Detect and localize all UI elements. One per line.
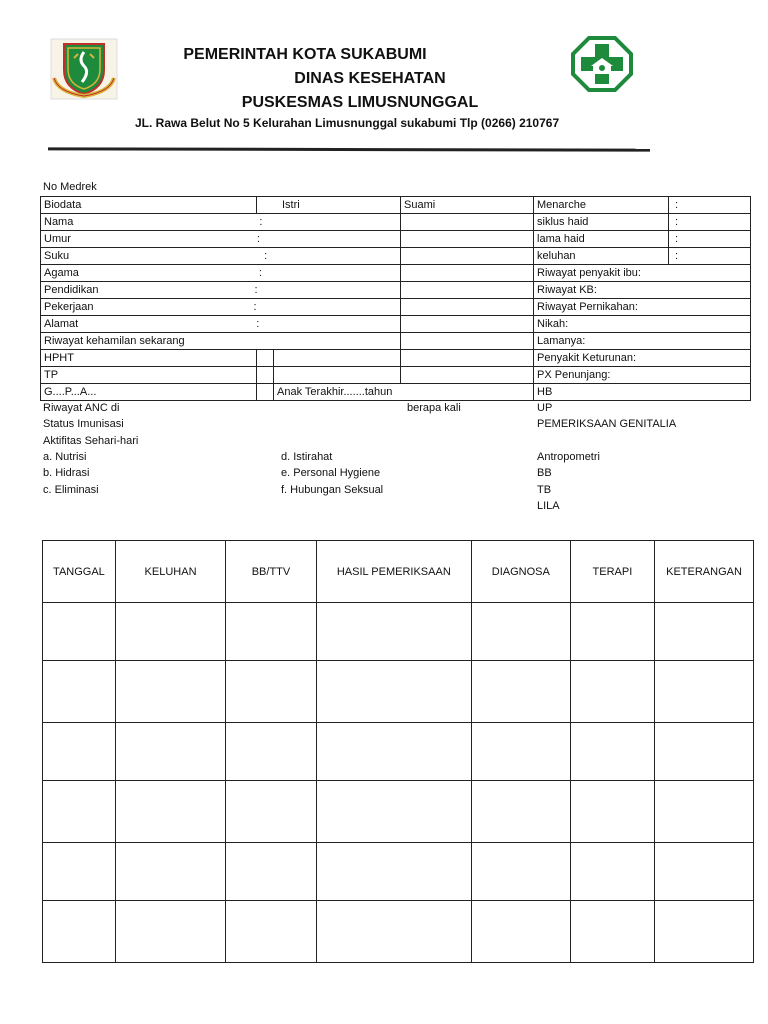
table-cell[interactable] (570, 901, 654, 963)
column-header-tanggal: TANGGAL (43, 541, 116, 603)
column-header-keterangan: KETERANGAN (655, 541, 754, 603)
table-cell[interactable] (43, 901, 116, 963)
table-cell[interactable] (316, 723, 471, 781)
table-cell[interactable] (471, 901, 570, 963)
anak-terakhir-field[interactable]: Anak Terakhir.......tahun (274, 384, 534, 401)
hpht-check[interactable] (257, 350, 274, 367)
siklus-haid-field[interactable]: : (669, 214, 751, 231)
px-penunjang-field[interactable]: PX Penunjang: (534, 367, 751, 384)
tp-label: TP (41, 367, 257, 384)
hubungan-seksual-label: f. Hubungan Seksual (281, 484, 384, 496)
table-row (43, 901, 754, 963)
table-cell[interactable] (43, 843, 116, 901)
hpht-label: HPHT (41, 350, 257, 367)
table-cell[interactable] (226, 781, 317, 843)
nikah-field[interactable]: Nikah: (534, 316, 751, 333)
suami-hpht-field[interactable] (401, 350, 534, 367)
suami-nama-field[interactable] (401, 214, 534, 231)
aktifitas-label: Aktifitas Sehari-hari (43, 435, 139, 447)
pekerjaan-field[interactable]: Pekerjaan : (41, 299, 401, 316)
table-cell[interactable] (655, 661, 754, 723)
table-cell[interactable] (316, 661, 471, 723)
table-row (41, 282, 751, 299)
table-cell[interactable] (43, 723, 116, 781)
riwayat-kb-field[interactable]: Riwayat KB: (534, 282, 751, 299)
column-header-keluhan: KELUHAN (115, 541, 225, 603)
umur-field[interactable]: Umur : (41, 231, 401, 248)
istirahat-label: d. Istirahat (281, 451, 333, 463)
suami-header: Suami (401, 197, 534, 214)
lama-haid-field[interactable]: : (669, 231, 751, 248)
table-row (41, 197, 751, 214)
riwayat-anc-label: Riwayat ANC di (43, 402, 120, 414)
health-cross-logo (571, 36, 633, 92)
table-row (41, 265, 751, 282)
table-row (43, 661, 754, 723)
table-cell[interactable] (471, 723, 570, 781)
keluhan-label: keluhan (534, 248, 669, 265)
medrek-label: No Medrek (43, 181, 97, 193)
keluhan-field[interactable]: : (669, 248, 751, 265)
suami-riwayat-field[interactable] (401, 333, 534, 350)
suami-tp-field[interactable] (401, 367, 534, 384)
table-cell[interactable] (655, 901, 754, 963)
suami-umur-field[interactable] (401, 231, 534, 248)
lama-haid-label: lama haid (534, 231, 669, 248)
suami-agama-field[interactable] (401, 265, 534, 282)
table-cell[interactable] (570, 603, 654, 661)
table-cell[interactable] (655, 603, 754, 661)
table-cell[interactable] (655, 723, 754, 781)
suku-field[interactable]: Suku : (41, 248, 401, 265)
menarche-field[interactable]: : (669, 197, 751, 214)
nutrisi-label: a. Nutrisi (43, 451, 87, 463)
nama-field[interactable]: Nama : (41, 214, 401, 231)
table-row (43, 603, 754, 661)
table-cell[interactable] (115, 723, 225, 781)
table-row (41, 299, 751, 316)
up-label: UP (537, 402, 553, 414)
alamat-field[interactable]: Alamat : (41, 316, 401, 333)
hb-field[interactable]: HB (534, 384, 751, 401)
table-row (41, 367, 751, 384)
hidrasi-label: b. Hidrasi (43, 467, 90, 479)
table-cell[interactable] (570, 843, 654, 901)
tp-field[interactable] (274, 367, 401, 384)
bb-label: BB (537, 467, 552, 479)
table-cell[interactable] (226, 603, 317, 661)
hpht-field[interactable] (274, 350, 401, 367)
tp-check[interactable] (257, 367, 274, 384)
table-cell[interactable] (226, 723, 317, 781)
lila-label: LILA (537, 500, 560, 512)
lamanya-field[interactable]: Lamanya: (534, 333, 751, 350)
table-row (41, 248, 751, 265)
table-row (41, 316, 751, 333)
gpa-field[interactable]: G....P...A... (41, 384, 257, 401)
table-cell[interactable] (570, 661, 654, 723)
table-cell[interactable] (316, 603, 471, 661)
table-row (41, 333, 751, 350)
table-cell[interactable] (655, 843, 754, 901)
table-cell[interactable] (570, 723, 654, 781)
table-cell[interactable] (115, 603, 225, 661)
personal-hygiene-label: e. Personal Hygiene (281, 467, 381, 479)
table-cell[interactable] (43, 661, 116, 723)
riwayat-pernikahan-field[interactable]: Riwayat Pernikahan: (534, 299, 751, 316)
table-row (41, 231, 751, 248)
header-line-1: PEMERINTAH KOTA SUKABUMI (183, 46, 427, 63)
tb-label: TB (537, 484, 552, 496)
table-cell[interactable] (471, 661, 570, 723)
table-cell[interactable] (316, 843, 471, 901)
menarche-label: Menarche (534, 197, 669, 214)
suami-suku-field[interactable] (401, 248, 534, 265)
table-row (41, 214, 751, 231)
suami-pendidikan-field[interactable] (401, 282, 534, 299)
column-header-bb-ttv: BB/TTV (226, 541, 317, 603)
eliminasi-label: c. Eliminasi (43, 484, 99, 496)
riwayat-kehamilan-label: Riwayat kehamilan sekarang (41, 333, 401, 350)
table-cell[interactable] (115, 843, 225, 901)
gpa-check[interactable] (257, 384, 274, 401)
penyakit-keturunan-field[interactable]: Penyakit Keturunan: (534, 350, 751, 367)
istri-header: Istri (257, 197, 401, 214)
table-cell[interactable] (115, 901, 225, 963)
table-cell[interactable] (570, 781, 654, 843)
table-row (41, 384, 751, 401)
column-header-diagnosa: DIAGNOSA (471, 541, 570, 603)
table-cell[interactable] (43, 603, 116, 661)
column-header-terapi: TERAPI (570, 541, 654, 603)
antropometri-label: Antropometri (537, 451, 600, 463)
table-cell[interactable] (316, 781, 471, 843)
city-emblem-logo (50, 38, 118, 100)
berapa-kali-label: berapa kali (407, 402, 461, 414)
table-row (43, 723, 754, 781)
table-row (43, 843, 754, 901)
header-divider (48, 147, 650, 151)
header-line-2: DINAS KESEHATAN (294, 70, 446, 87)
riwayat-penyakit-ibu-field[interactable]: Riwayat penyakit ibu: (534, 265, 751, 282)
table-cell[interactable] (655, 781, 754, 843)
visit-record-table (42, 540, 754, 963)
table-cell[interactable] (471, 843, 570, 901)
table-row (41, 350, 751, 367)
table-cell[interactable] (226, 661, 317, 723)
pemeriksaan-genitalia-label: PEMERIKSAAN GENITALIA (537, 418, 677, 430)
suami-pekerjaan-field[interactable] (401, 299, 534, 316)
status-imunisasi-label: Status Imunisasi (43, 418, 124, 430)
agama-field[interactable]: Agama : (41, 265, 401, 282)
table-header-row (43, 541, 754, 603)
pendidikan-field[interactable]: Pendidikan : (41, 282, 401, 299)
table-cell[interactable] (471, 781, 570, 843)
column-header-hasil-pemeriksaan: HASIL PEMERIKSAAN (316, 541, 471, 603)
table-cell[interactable] (115, 661, 225, 723)
header-line-3: PUSKESMAS LIMUSNUNGGAL (241, 94, 479, 111)
header-address: JL. Rawa Belut No 5 Kelurahan Limusnunggal sukabumi Tlp (0266) 210767 (135, 116, 560, 130)
table-cell[interactable] (226, 901, 317, 963)
table-cell[interactable] (115, 781, 225, 843)
table-cell[interactable] (471, 603, 570, 661)
table-cell[interactable] (43, 781, 116, 843)
suami-alamat-field[interactable] (401, 316, 534, 333)
table-cell[interactable] (316, 901, 471, 963)
table-row (43, 781, 754, 843)
biodata-table (40, 196, 751, 401)
siklus-haid-label: siklus haid (534, 214, 669, 231)
table-cell[interactable] (226, 843, 317, 901)
biodata-label: Biodata (41, 197, 257, 214)
